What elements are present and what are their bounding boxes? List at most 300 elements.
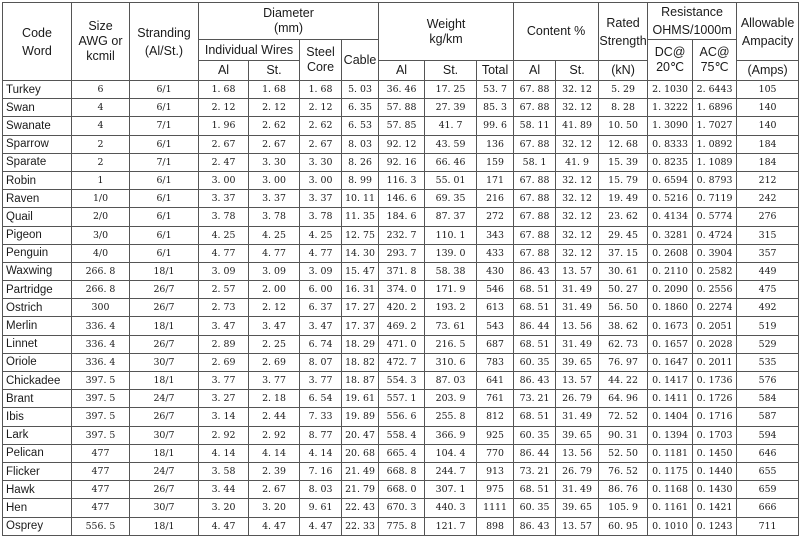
size-cell: 266. 8 — [72, 281, 130, 299]
code-word-cell: Sparate — [3, 153, 72, 171]
weight-total-cell: 925 — [477, 426, 514, 444]
size-cell: 1 — [72, 171, 130, 189]
rated-strength-header: Rated Strength — [599, 3, 648, 61]
wire-st-cell: 4. 77 — [249, 244, 300, 262]
code-word-cell: Ibis — [3, 408, 72, 426]
resistance-ac-cell: 0. 4724 — [693, 226, 737, 244]
wire-al-cell: 3. 77 — [199, 372, 249, 390]
wire-al-cell: 4. 14 — [199, 444, 249, 462]
weight-total-header: Total — [477, 61, 514, 81]
wire-st-cell: 3. 09 — [249, 262, 300, 280]
code-word-cell: Hen — [3, 499, 72, 517]
table-row — [3, 81, 799, 99]
weight-st-cell: 87. 03 — [425, 372, 477, 390]
weight-al-cell: 775. 8 — [379, 517, 425, 535]
weight-total-cell: 613 — [477, 299, 514, 317]
weight-total-cell: 770 — [477, 444, 514, 462]
size-cell: 2/0 — [72, 208, 130, 226]
content-st-cell: 13. 56 — [556, 444, 599, 462]
table-row — [3, 372, 799, 390]
stranding-cell: 18/1 — [130, 317, 199, 335]
stranding-cell: 26/7 — [130, 281, 199, 299]
stranding-cell: 6/1 — [130, 99, 199, 117]
weight-st-cell: 43. 59 — [425, 135, 477, 153]
content-st-cell: 41. 89 — [556, 117, 599, 135]
steel-core-cell: 7. 33 — [300, 408, 342, 426]
size-cell: 397. 5 — [72, 426, 130, 444]
table-row — [3, 99, 799, 117]
cable-cell: 11. 35 — [342, 208, 379, 226]
resistance-ac-cell: 0. 1421 — [693, 499, 737, 517]
content-al-cell: 86. 43 — [514, 517, 556, 535]
weight-total-cell: 812 — [477, 408, 514, 426]
ampacity-cell: 140 — [737, 99, 799, 117]
weight-al-cell: 554. 3 — [379, 372, 425, 390]
rated-strength-cell: 86. 76 — [599, 481, 648, 499]
wire-al-cell: 3. 37 — [199, 190, 249, 208]
stranding-cell: 6/1 — [130, 171, 199, 189]
resistance-ac-cell: 0. 3904 — [693, 244, 737, 262]
resistance-ac-cell: 0. 1243 — [693, 517, 737, 535]
weight-total-cell: 641 — [477, 372, 514, 390]
resistance-dc-cell: 0. 2090 — [648, 281, 693, 299]
stranding-cell: 6/1 — [130, 190, 199, 208]
weight-st-cell: 55. 01 — [425, 171, 477, 189]
resistance-dc-cell: 0. 8333 — [648, 135, 693, 153]
content-al-cell: 60. 35 — [514, 499, 556, 517]
table-row — [3, 444, 799, 462]
steel-core-cell: 4. 25 — [300, 226, 342, 244]
wire-al-cell: 3. 20 — [199, 499, 249, 517]
ampacity-cell: 475 — [737, 281, 799, 299]
cable-cell: 20. 47 — [342, 426, 379, 444]
wire-st-cell: 2. 39 — [249, 462, 300, 480]
ampacity-cell: 519 — [737, 317, 799, 335]
table-row — [3, 408, 799, 426]
table-row — [3, 190, 799, 208]
steel-core-cell: 3. 47 — [300, 317, 342, 335]
wire-st-cell: 2. 92 — [249, 426, 300, 444]
resistance-dc-cell: 0. 1647 — [648, 353, 693, 371]
weight-st-cell: 440. 3 — [425, 499, 477, 517]
table-row — [3, 390, 799, 408]
ampacity-unit: (Amps) — [737, 61, 799, 81]
wire-st-cell: 2. 67 — [249, 135, 300, 153]
ampacity-cell: 529 — [737, 335, 799, 353]
weight-total-cell: 171 — [477, 171, 514, 189]
weight-total-cell: 159 — [477, 153, 514, 171]
weight-total-cell: 272 — [477, 208, 514, 226]
table-row — [3, 353, 799, 371]
steel-core-cell: 3. 37 — [300, 190, 342, 208]
ampacity-cell: 105 — [737, 81, 799, 99]
wire-st-cell: 3. 37 — [249, 190, 300, 208]
size-cell: 477 — [72, 462, 130, 480]
size-cell: 4/0 — [72, 244, 130, 262]
weight-al-cell: 36. 46 — [379, 81, 425, 99]
resistance-ac-cell: 0. 1430 — [693, 481, 737, 499]
rated-strength-cell: 37. 15 — [599, 244, 648, 262]
weight-al-cell: 116. 3 — [379, 171, 425, 189]
resistance-ac-cell: 0. 1440 — [693, 462, 737, 480]
resistance-dc-cell: 0. 3281 — [648, 226, 693, 244]
content-al-cell: 86. 43 — [514, 262, 556, 280]
content-al-cell: 68. 51 — [514, 299, 556, 317]
wire-al-cell: 2. 57 — [199, 281, 249, 299]
steel-core-cell: 8. 07 — [300, 353, 342, 371]
steel-core-cell: 1. 68 — [300, 81, 342, 99]
rated-strength-cell: 62. 73 — [599, 335, 648, 353]
cable-cell: 6. 35 — [342, 99, 379, 117]
wire-al-cell: 4. 47 — [199, 517, 249, 535]
content-st-cell: 39. 65 — [556, 426, 599, 444]
wire-st-cell: 1. 68 — [249, 81, 300, 99]
steel-core-cell: 3. 09 — [300, 262, 342, 280]
code-word-cell: Flicker — [3, 462, 72, 480]
weight-al-cell: 92. 16 — [379, 153, 425, 171]
rated-strength-cell: 56. 50 — [599, 299, 648, 317]
weight-st-cell: 255. 8 — [425, 408, 477, 426]
wire-al-cell: 2. 12 — [199, 99, 249, 117]
table-row — [3, 135, 799, 153]
wire-al-cell: 1. 68 — [199, 81, 249, 99]
stranding-cell: 18/1 — [130, 372, 199, 390]
resistance-dc-cell: 0. 1860 — [648, 299, 693, 317]
stranding-cell: 26/7 — [130, 299, 199, 317]
content-al-cell: 73. 21 — [514, 462, 556, 480]
ampacity-cell: 184 — [737, 153, 799, 171]
steel-core-cell: 4. 47 — [300, 517, 342, 535]
cable-cell: 22. 33 — [342, 517, 379, 535]
content-al-cell: 68. 51 — [514, 481, 556, 499]
wire-al-cell: 3. 58 — [199, 462, 249, 480]
cable-cell: 22. 43 — [342, 499, 379, 517]
weight-al-cell: 557. 1 — [379, 390, 425, 408]
weight-st-cell: 171. 9 — [425, 281, 477, 299]
content-st-cell: 32. 12 — [556, 99, 599, 117]
conductor-spec-table — [2, 2, 799, 536]
content-al-cell: 67. 88 — [514, 171, 556, 189]
cable-cell: 18. 29 — [342, 335, 379, 353]
steel-core-cell: 4. 77 — [300, 244, 342, 262]
stranding-cell: 18/1 — [130, 262, 199, 280]
rated-strength-cell: 8. 28 — [599, 99, 648, 117]
resistance-ac-cell: 0. 2556 — [693, 281, 737, 299]
size-cell: 1/0 — [72, 190, 130, 208]
ampacity-cell: 212 — [737, 171, 799, 189]
rated-strength-cell: 30. 61 — [599, 262, 648, 280]
rated-strength-cell: 72. 52 — [599, 408, 648, 426]
weight-st-cell: 73. 61 — [425, 317, 477, 335]
code-word-cell: Merlin — [3, 317, 72, 335]
size-header: Size AWG or kcmil — [72, 3, 130, 81]
wire-st-cell: 2. 44 — [249, 408, 300, 426]
table-row — [3, 153, 799, 171]
size-cell: 477 — [72, 444, 130, 462]
wire-st-cell: 2. 67 — [249, 481, 300, 499]
resistance-ac-cell: 1. 1089 — [693, 153, 737, 171]
rated-strength-cell: 15. 39 — [599, 153, 648, 171]
code-word-cell: Pigeon — [3, 226, 72, 244]
wire-al-cell: 2. 73 — [199, 299, 249, 317]
content-st-cell: 31. 49 — [556, 299, 599, 317]
rated-strength-cell: 38. 62 — [599, 317, 648, 335]
weight-st-cell: 66. 46 — [425, 153, 477, 171]
code-word-cell: Partridge — [3, 281, 72, 299]
content-st-cell: 31. 49 — [556, 281, 599, 299]
weight-al-cell: 371. 8 — [379, 262, 425, 280]
ampacity-cell: 584 — [737, 390, 799, 408]
table-row — [3, 335, 799, 353]
content-al-cell: 86. 44 — [514, 317, 556, 335]
weight-st-cell: 110. 1 — [425, 226, 477, 244]
wire-al-cell: 2. 67 — [199, 135, 249, 153]
ampacity-cell: 242 — [737, 190, 799, 208]
cable-cell: 17. 37 — [342, 317, 379, 335]
diameter-st-header: St. — [249, 61, 300, 81]
weight-al-cell: 665. 4 — [379, 444, 425, 462]
content-st-cell: 39. 65 — [556, 353, 599, 371]
cable-cell: 16. 31 — [342, 281, 379, 299]
resistance-dc-cell: 0. 2110 — [648, 262, 693, 280]
content-al-header: Al — [514, 61, 556, 81]
steel-core-cell: 4. 14 — [300, 444, 342, 462]
diameter-al-header: Al — [199, 61, 249, 81]
cable-cell: 15. 47 — [342, 262, 379, 280]
rated-strength-cell: 64. 96 — [599, 390, 648, 408]
rated-strength-cell: 76. 97 — [599, 353, 648, 371]
cable-cell: 17. 27 — [342, 299, 379, 317]
wire-st-cell: 2. 62 — [249, 117, 300, 135]
stranding-cell: 6/1 — [130, 226, 199, 244]
ampacity-cell: 492 — [737, 299, 799, 317]
weight-total-cell: 761 — [477, 390, 514, 408]
wire-al-cell: 3. 78 — [199, 208, 249, 226]
content-st-cell: 32. 12 — [556, 81, 599, 99]
content-st-cell: 13. 57 — [556, 262, 599, 280]
weight-al-cell: 469. 2 — [379, 317, 425, 335]
code-word-cell: Swanate — [3, 117, 72, 135]
size-cell: 477 — [72, 499, 130, 517]
weight-al-cell: 293. 7 — [379, 244, 425, 262]
wire-al-cell: 3. 09 — [199, 262, 249, 280]
content-st-cell: 32. 12 — [556, 208, 599, 226]
resistance-ac-cell: 0. 2011 — [693, 353, 737, 371]
steel-core-cell: 2. 67 — [300, 135, 342, 153]
conductor-spec-sheet — [2, 2, 799, 536]
weight-header: Weight kg/km — [379, 3, 514, 61]
size-cell: 397. 5 — [72, 372, 130, 390]
weight-total-cell: 546 — [477, 281, 514, 299]
wire-st-cell: 4. 14 — [249, 444, 300, 462]
resistance-dc-cell: 0. 1657 — [648, 335, 693, 353]
size-cell: 266. 8 — [72, 262, 130, 280]
weight-total-cell: 53. 7 — [477, 81, 514, 99]
stranding-cell: 30/7 — [130, 426, 199, 444]
ampacity-cell: 140 — [737, 117, 799, 135]
table-row — [3, 517, 799, 535]
size-cell: 6 — [72, 81, 130, 99]
resistance-ac-cell: 0. 2582 — [693, 262, 737, 280]
content-al-cell: 67. 88 — [514, 190, 556, 208]
diameter-header: Diameter (mm) — [199, 3, 379, 40]
resistance-dc-cell: 0. 1161 — [648, 499, 693, 517]
weight-st-cell: 87. 37 — [425, 208, 477, 226]
ampacity-cell: 184 — [737, 135, 799, 153]
resistance-ac-cell: 0. 1703 — [693, 426, 737, 444]
content-st-cell: 32. 12 — [556, 135, 599, 153]
steel-core-cell: 2. 12 — [300, 99, 342, 117]
rated-strength-cell: 5. 29 — [599, 81, 648, 99]
weight-st-cell: 366. 9 — [425, 426, 477, 444]
weight-st-cell: 307. 1 — [425, 481, 477, 499]
code-word-cell: Sparrow — [3, 135, 72, 153]
rated-strength-cell: 90. 31 — [599, 426, 648, 444]
weight-al-cell: 420. 2 — [379, 299, 425, 317]
resistance-dc-cell: 0. 5216 — [648, 190, 693, 208]
table-row — [3, 481, 799, 499]
rated-strength-cell: 29. 45 — [599, 226, 648, 244]
content-al-cell: 67. 88 — [514, 208, 556, 226]
resistance-ac-cell: 0. 1716 — [693, 408, 737, 426]
weight-total-cell: 543 — [477, 317, 514, 335]
content-al-cell: 67. 88 — [514, 135, 556, 153]
content-al-cell: 67. 88 — [514, 244, 556, 262]
weight-total-cell: 1111 — [477, 499, 514, 517]
code-word-cell: Oriole — [3, 353, 72, 371]
content-header: Content % — [514, 3, 599, 61]
steel-core-cell: 2. 62 — [300, 117, 342, 135]
resistance-dc-cell: 2. 1030 — [648, 81, 693, 99]
stranding-cell: 18/1 — [130, 517, 199, 535]
steel-core-cell: 6. 54 — [300, 390, 342, 408]
stranding-cell: 7/1 — [130, 117, 199, 135]
ampacity-cell: 594 — [737, 426, 799, 444]
code-word-cell: Brant — [3, 390, 72, 408]
steel-core-cell: 3. 30 — [300, 153, 342, 171]
resistance-ac-cell: 2. 6443 — [693, 81, 737, 99]
content-st-cell: 13. 57 — [556, 517, 599, 535]
weight-st-cell: 193. 2 — [425, 299, 477, 317]
resistance-dc-cell: 0. 8235 — [648, 153, 693, 171]
weight-st-cell: 139. 0 — [425, 244, 477, 262]
stranding-cell: 6/1 — [130, 135, 199, 153]
stranding-cell: 7/1 — [130, 153, 199, 171]
content-al-cell: 67. 88 — [514, 226, 556, 244]
resistance-ac-cell: 0. 7119 — [693, 190, 737, 208]
stranding-cell: 30/7 — [130, 353, 199, 371]
wire-al-cell: 3. 14 — [199, 408, 249, 426]
weight-st-header: St. — [425, 61, 477, 81]
steel-core-cell: 6. 37 — [300, 299, 342, 317]
code-word-cell: Swan — [3, 99, 72, 117]
code-word-cell: Linnet — [3, 335, 72, 353]
content-st-cell: 31. 49 — [556, 481, 599, 499]
steel-core-header: Steel Core — [300, 40, 342, 81]
content-st-cell: 39. 65 — [556, 499, 599, 517]
rated-strength-cell: 44. 22 — [599, 372, 648, 390]
weight-total-cell: 898 — [477, 517, 514, 535]
content-st-cell: 31. 49 — [556, 408, 599, 426]
content-st-cell: 31. 49 — [556, 335, 599, 353]
resistance-ac-cell: 1. 7027 — [693, 117, 737, 135]
wire-st-cell: 3. 20 — [249, 499, 300, 517]
cable-cell: 19. 89 — [342, 408, 379, 426]
size-cell: 3/0 — [72, 226, 130, 244]
stranding-cell: 6/1 — [130, 244, 199, 262]
resistance-dc-cell: 0. 1394 — [648, 426, 693, 444]
stranding-cell: 30/7 — [130, 499, 199, 517]
code-word-cell: Quail — [3, 208, 72, 226]
size-cell: 397. 5 — [72, 408, 130, 426]
wire-al-cell: 2. 47 — [199, 153, 249, 171]
code-word-cell: Ostrich — [3, 299, 72, 317]
wire-st-cell: 3. 47 — [249, 317, 300, 335]
weight-st-cell: 104. 4 — [425, 444, 477, 462]
content-al-cell: 58. 11 — [514, 117, 556, 135]
content-st-cell: 13. 56 — [556, 317, 599, 335]
rated-strength-cell: 52. 50 — [599, 444, 648, 462]
wire-st-cell: 2. 00 — [249, 281, 300, 299]
ampacity-cell: 315 — [737, 226, 799, 244]
resistance-dc-cell: 1. 3222 — [648, 99, 693, 117]
table-row — [3, 462, 799, 480]
weight-al-cell: 374. 0 — [379, 281, 425, 299]
content-al-cell: 58. 1 — [514, 153, 556, 171]
resistance-dc-cell: 0. 1411 — [648, 390, 693, 408]
code-word-cell: Lark — [3, 426, 72, 444]
wire-al-cell: 2. 69 — [199, 353, 249, 371]
weight-total-cell: 99. 6 — [477, 117, 514, 135]
content-st-cell: 26. 79 — [556, 390, 599, 408]
steel-core-cell: 9. 61 — [300, 499, 342, 517]
weight-st-cell: 203. 9 — [425, 390, 477, 408]
resistance-ac-cell: 0. 2028 — [693, 335, 737, 353]
steel-core-cell: 7. 16 — [300, 462, 342, 480]
code-word-cell: Hawk — [3, 481, 72, 499]
steel-core-cell: 6. 00 — [300, 281, 342, 299]
wire-al-cell: 2. 92 — [199, 426, 249, 444]
table-row — [3, 499, 799, 517]
resistance-ac-cell: 0. 5774 — [693, 208, 737, 226]
rated-strength-cell: 105. 9 — [599, 499, 648, 517]
stranding-cell: 24/7 — [130, 390, 199, 408]
cable-cell: 10. 11 — [342, 190, 379, 208]
steel-core-cell: 3. 78 — [300, 208, 342, 226]
rated-strength-cell: 60. 95 — [599, 517, 648, 535]
weight-al-cell: 471. 0 — [379, 335, 425, 353]
rated-strength-cell: 76. 52 — [599, 462, 648, 480]
table-row — [3, 244, 799, 262]
wire-st-cell: 3. 78 — [249, 208, 300, 226]
size-cell: 4 — [72, 117, 130, 135]
resistance-dc-cell: 0. 4134 — [648, 208, 693, 226]
resistance-dc-cell: 0. 1175 — [648, 462, 693, 480]
rated-strength-cell: 19. 49 — [599, 190, 648, 208]
weight-total-cell: 687 — [477, 335, 514, 353]
ampacity-cell: 655 — [737, 462, 799, 480]
weight-al-cell: 57. 88 — [379, 99, 425, 117]
size-cell: 397. 5 — [72, 390, 130, 408]
wire-al-cell: 3. 44 — [199, 481, 249, 499]
wire-st-cell: 4. 25 — [249, 226, 300, 244]
resistance-ac-cell: 1. 0892 — [693, 135, 737, 153]
resistance-ac-cell: 0. 1726 — [693, 390, 737, 408]
stranding-cell: 18/1 — [130, 444, 199, 462]
content-al-cell: 86. 44 — [514, 444, 556, 462]
resistance-dc-cell: 0. 1168 — [648, 481, 693, 499]
stranding-cell: 26/7 — [130, 408, 199, 426]
